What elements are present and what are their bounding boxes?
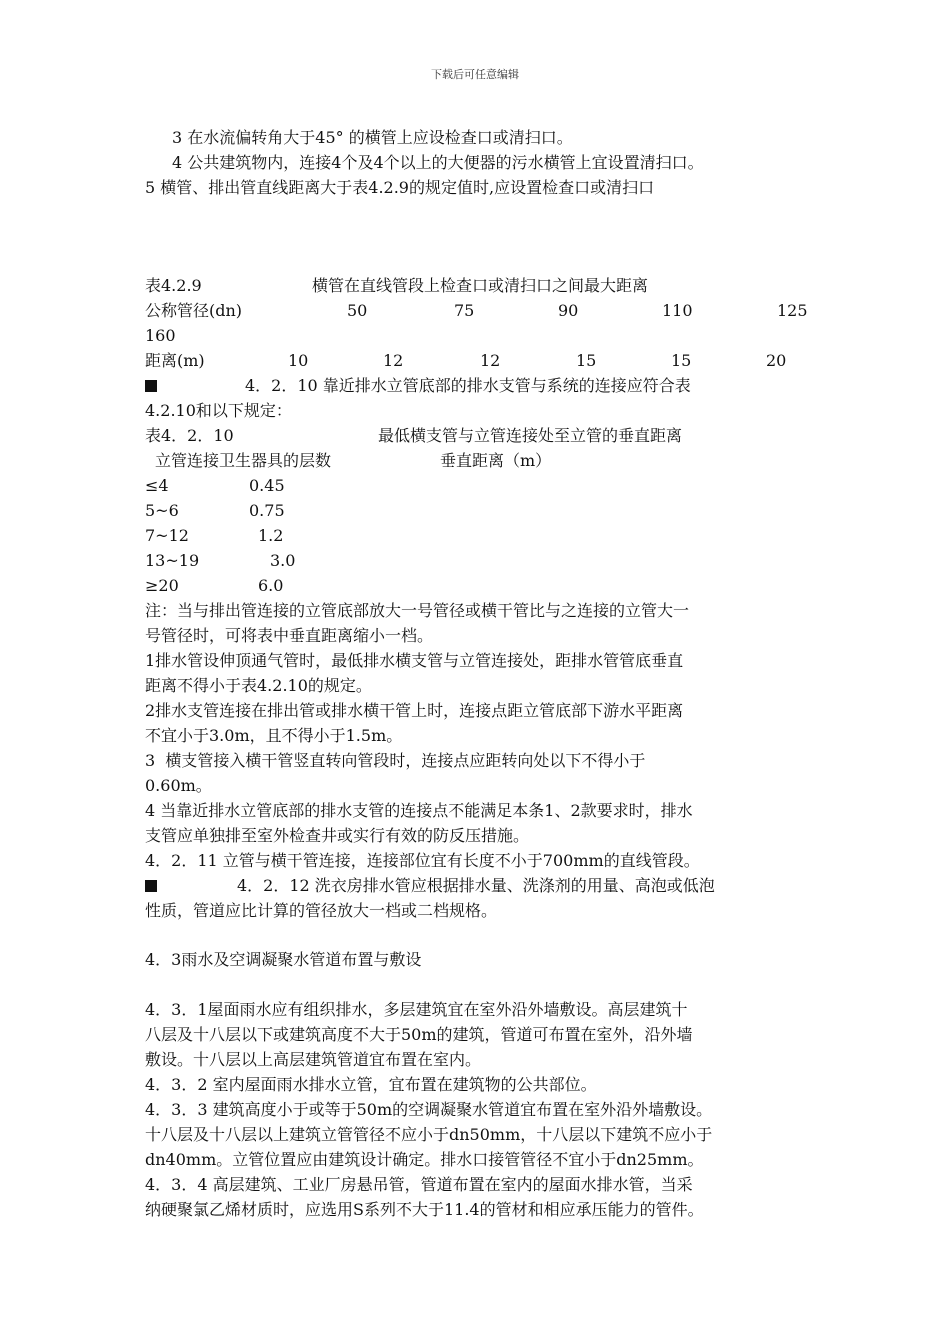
table-cell: ≤4	[145, 476, 169, 495]
clause-line: 4.2.10和以下规定：	[145, 401, 292, 420]
table-row-header: 距离(m)	[145, 351, 205, 370]
table-cell: 125	[777, 301, 808, 320]
body-line: 1排水管设伸顶通气管时，最低排水横支管与立管连接处，距排水管管底垂直	[145, 651, 684, 670]
body-line: 4．3．4 高层建筑、工业厂房悬吊管，管道布置在室内的屋面水排水管，当采	[145, 1175, 693, 1194]
table-cell: 20	[766, 351, 787, 370]
table-cell: 1.2	[258, 526, 284, 545]
clause-line: 4．2．10 靠近排水立管底部的排水支管与系统的连接应符合表	[245, 376, 691, 395]
table-column-header: 立管连接卫生器具的层数	[155, 451, 332, 470]
table-label: 表4.2.9	[145, 276, 202, 295]
table-cell: 75	[454, 301, 475, 320]
table-cell: 10	[288, 351, 309, 370]
table-title: 横管在直线管段上检查口或清扫口之间最大距离	[312, 276, 649, 295]
table-cell: 15	[576, 351, 597, 370]
body-line: 十八层及十八层以上建筑立管管径不应小于dn50mm，十八层以下建筑不应小于	[145, 1125, 713, 1144]
body-line: 4．3．2 室内屋面雨水排水立管，宜布置在建筑物的公共部位。	[145, 1075, 597, 1094]
clause-line: 性质，管道应比计算的管径放大一档或二档规格。	[145, 901, 498, 920]
body-line: dn40mm。立管位置应由建筑设计确定。排水口接管管径不宜小于dn25mm。	[145, 1150, 704, 1169]
para-line: 3 在水流偏转角大于45° 的横管上应设检查口或清扫口。	[172, 128, 573, 147]
table-cell: 0.45	[249, 476, 285, 495]
table-cell: 15	[671, 351, 692, 370]
table-row-header: 公称管径(dn)	[145, 301, 243, 320]
table-cell: 90	[558, 301, 579, 320]
table-cell: 6.0	[258, 576, 284, 595]
bullet-square	[145, 876, 157, 896]
body-line: 0.60m。	[145, 776, 212, 795]
body-line: 4．2．11 立管与横干管连接，连接部位宜有长度不小于700mm的直线管段。	[145, 851, 700, 870]
body-line: 不宜小于3.0m，且不得小于1.5m。	[145, 726, 403, 745]
body-line: 4．3．3 建筑高度小于或等于50m的空调凝聚水管道宜布置在室外沿外墙敷设。	[145, 1100, 713, 1119]
page-header: 下载后可任意编辑	[431, 68, 519, 81]
para-line: 5 横管、排出管直线距离大于表4.2.9的规定值时,应设置检查口或清扫口	[145, 178, 655, 197]
table-column-header: 垂直距离（m）	[440, 451, 552, 470]
table-title: 最低横支管与立管连接处至立管的垂直距离	[378, 426, 683, 445]
table-cell: 12	[480, 351, 501, 370]
table-cell: 7~12	[145, 526, 189, 545]
clause-line: 4．2．12 洗衣房排水管应根据排水量、洗涤剂的用量、高泡或低泡	[237, 876, 715, 895]
body-line: 纳硬聚氯乙烯材质时，应选用S系列不大于11.4的管材和相应承压能力的管件。	[145, 1200, 704, 1219]
bullet-square	[145, 376, 157, 396]
table-label: 表4．2．10	[145, 426, 234, 445]
body-line: 号管径时，可将表中垂直距离缩小一档。	[145, 626, 434, 645]
table-cell: 50	[347, 301, 368, 320]
body-line: 距离不得小于表4.2.10的规定。	[145, 676, 372, 695]
table-cell: ≥20	[145, 576, 179, 595]
table-cell: 110	[662, 301, 693, 320]
para-line: 4 公共建筑物内，连接4个及4个以上的大便器的污水横管上宜设置清扫口。	[172, 153, 704, 172]
body-line: 八层及十八层以下或建筑高度不大于50m的建筑，管道可布置在室外，沿外墙	[145, 1025, 693, 1044]
body-line: 3 横支管接入横干管竖直转向管段时，连接点应距转向处以下不得小于	[145, 751, 646, 770]
table-cell: 0.75	[249, 501, 285, 520]
table-cell: 13~19	[145, 551, 200, 570]
body-line: 4．3．1屋面雨水应有组织排水，多层建筑宜在室外沿外墙敷设。高层建筑十	[145, 1000, 688, 1019]
table-cell: 3.0	[270, 551, 296, 570]
body-line: 4 当靠近排水立管底部的排水支管的连接点不能满足本条1、2款要求时，排水	[145, 801, 693, 820]
body-line: 注：当与排出管连接的立管底部放大一号管径或横干管比与之连接的立管大一	[145, 601, 690, 620]
table-cell: 12	[383, 351, 404, 370]
body-line: 支管应单独排至室外检查井或实行有效的防反压措施。	[145, 826, 530, 845]
body-line: 2排水支管连接在排出管或排水横干管上时，连接点距立管底部下游水平距离	[145, 701, 684, 720]
section-heading: 4．3雨水及空调凝聚水管道布置与敷设	[145, 950, 422, 969]
table-cell: 160	[145, 326, 176, 345]
table-cell: 5~6	[145, 501, 179, 520]
body-line: 敷设。十八层以上高层建筑管道宜布置在室内。	[145, 1050, 482, 1069]
